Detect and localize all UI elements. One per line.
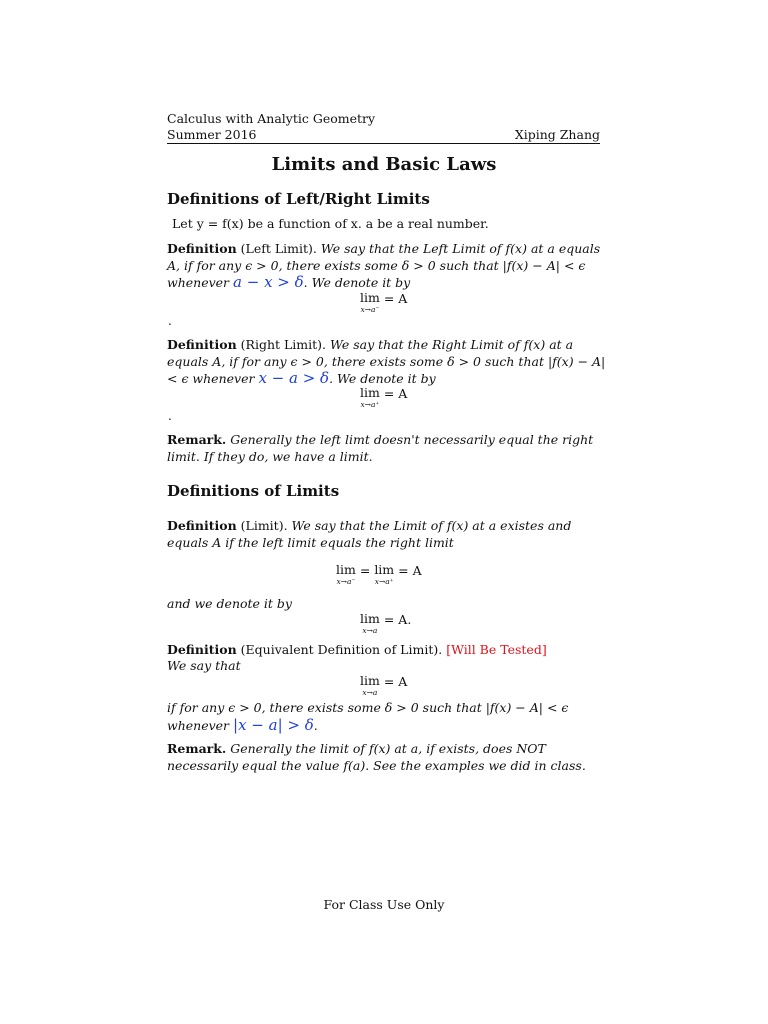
definition-body: if for any ϵ > 0, there exists some δ > 0 such that |f(x) − A| < ϵ whenever [167,700,569,733]
definition-label: Definition [167,241,237,256]
intro-text: Let y = f(x) be a function of x. a be a real number. [172,216,489,231]
definition-name: (Equivalent Definition of Limit). [240,642,443,657]
definition-name: (Limit). [240,518,288,533]
definition-name: (Left Limit). [240,241,317,256]
definition-name: (Right Limit). [240,337,327,352]
page-title: Limits and Basic Laws [271,154,497,175]
definition-body: We say that the Limit of f(x) at a existes and equals A if the left limit equals the right limit [167,518,572,550]
remark-label: Remark. [167,432,227,447]
section-heading-limits: Definitions of Limits [167,482,340,500]
lim-subscript: x→a [362,688,378,697]
definition-right-limit [167,337,607,388]
equivalent-definition-body [167,700,607,734]
condition-absolute: |x − a| > δ [233,715,314,734]
lim-operator: lim [360,673,380,688]
denote-text: and we denote it by [167,596,292,611]
lim-subscript: x→a⁻ [360,305,380,314]
two-sided-equality-formula [336,563,422,586]
left-limit-formula [360,291,407,314]
lim-operator: lim [360,290,380,305]
lim-subscript: x→a⁺ [360,400,380,409]
term: Summer 2016 [167,127,257,142]
definition-body: We say that the Right Limit of f(x) at a equals A, if for any ϵ > 0, there exists some δ > 0 such that |f(x) − A| < ϵ whenever [167,337,606,386]
definition-equivalent [167,642,607,659]
remark-label: Remark. [167,741,227,756]
definition-body: We say that the Left Limit of f(x) at a equals A, if for any ϵ > 0, there exists some δ > 0 such that |f(x) − A| < ϵ whenever [167,241,601,290]
footer-text: For Class Use Only [323,897,445,912]
lim-subscript: x→a⁺ [374,577,394,586]
lim-subscript: x→a⁻ [336,577,356,586]
equals-sign: = [359,563,371,578]
condition-right: x − a > δ [258,369,330,387]
definition-tail: . We denote it by [329,371,436,386]
lim-operator: lim [360,611,380,626]
definition-label: Definition [167,518,237,533]
lim-operator: lim [374,562,395,577]
remark-body: Generally the limit of f(x) at a, if exists, does NOT necessarily equal the value f(a). See the examples we did in class. [167,741,586,773]
lim-rhs: = A [383,674,408,689]
lim-rhs: = A [383,386,408,401]
section-heading-left-right: Definitions of Left/Right Limits [167,190,430,208]
lim-operator: lim [336,562,356,577]
remark-limit-value [167,741,607,774]
right-limit-formula [360,386,407,409]
definition-label: Definition [167,642,237,657]
lim-rhs: = A [383,291,408,306]
equivalent-limit-formula [360,674,407,697]
definition-tail: . We denote it by [303,275,411,290]
period-mark: . [168,314,172,328]
lim-subscript: x→a [362,626,378,635]
lim-rhs: = A [398,563,422,578]
definition-limit [167,518,607,551]
remark-body: Generally the left limt doesn't necessarily equal the right limit. If they do, we have a limit. [167,432,594,464]
limit-notation-formula [360,612,411,635]
condition-left: a − x > δ [233,273,304,291]
author: Xiping Zhang [514,127,600,142]
lim-rhs: = A. [383,612,412,627]
definition-left-limit [167,241,607,292]
definition-tail: . [313,717,318,733]
definition-label: Definition [167,337,237,352]
lim-operator: lim [360,385,380,400]
remark-left-right [167,432,607,465]
period-mark: . [168,409,172,423]
header-rule [167,143,600,144]
will-be-tested-tag: [Will Be Tested] [446,642,547,657]
we-say-text: We say that [167,658,241,673]
course-name: Calculus with Analytic Geometry [167,111,376,126]
